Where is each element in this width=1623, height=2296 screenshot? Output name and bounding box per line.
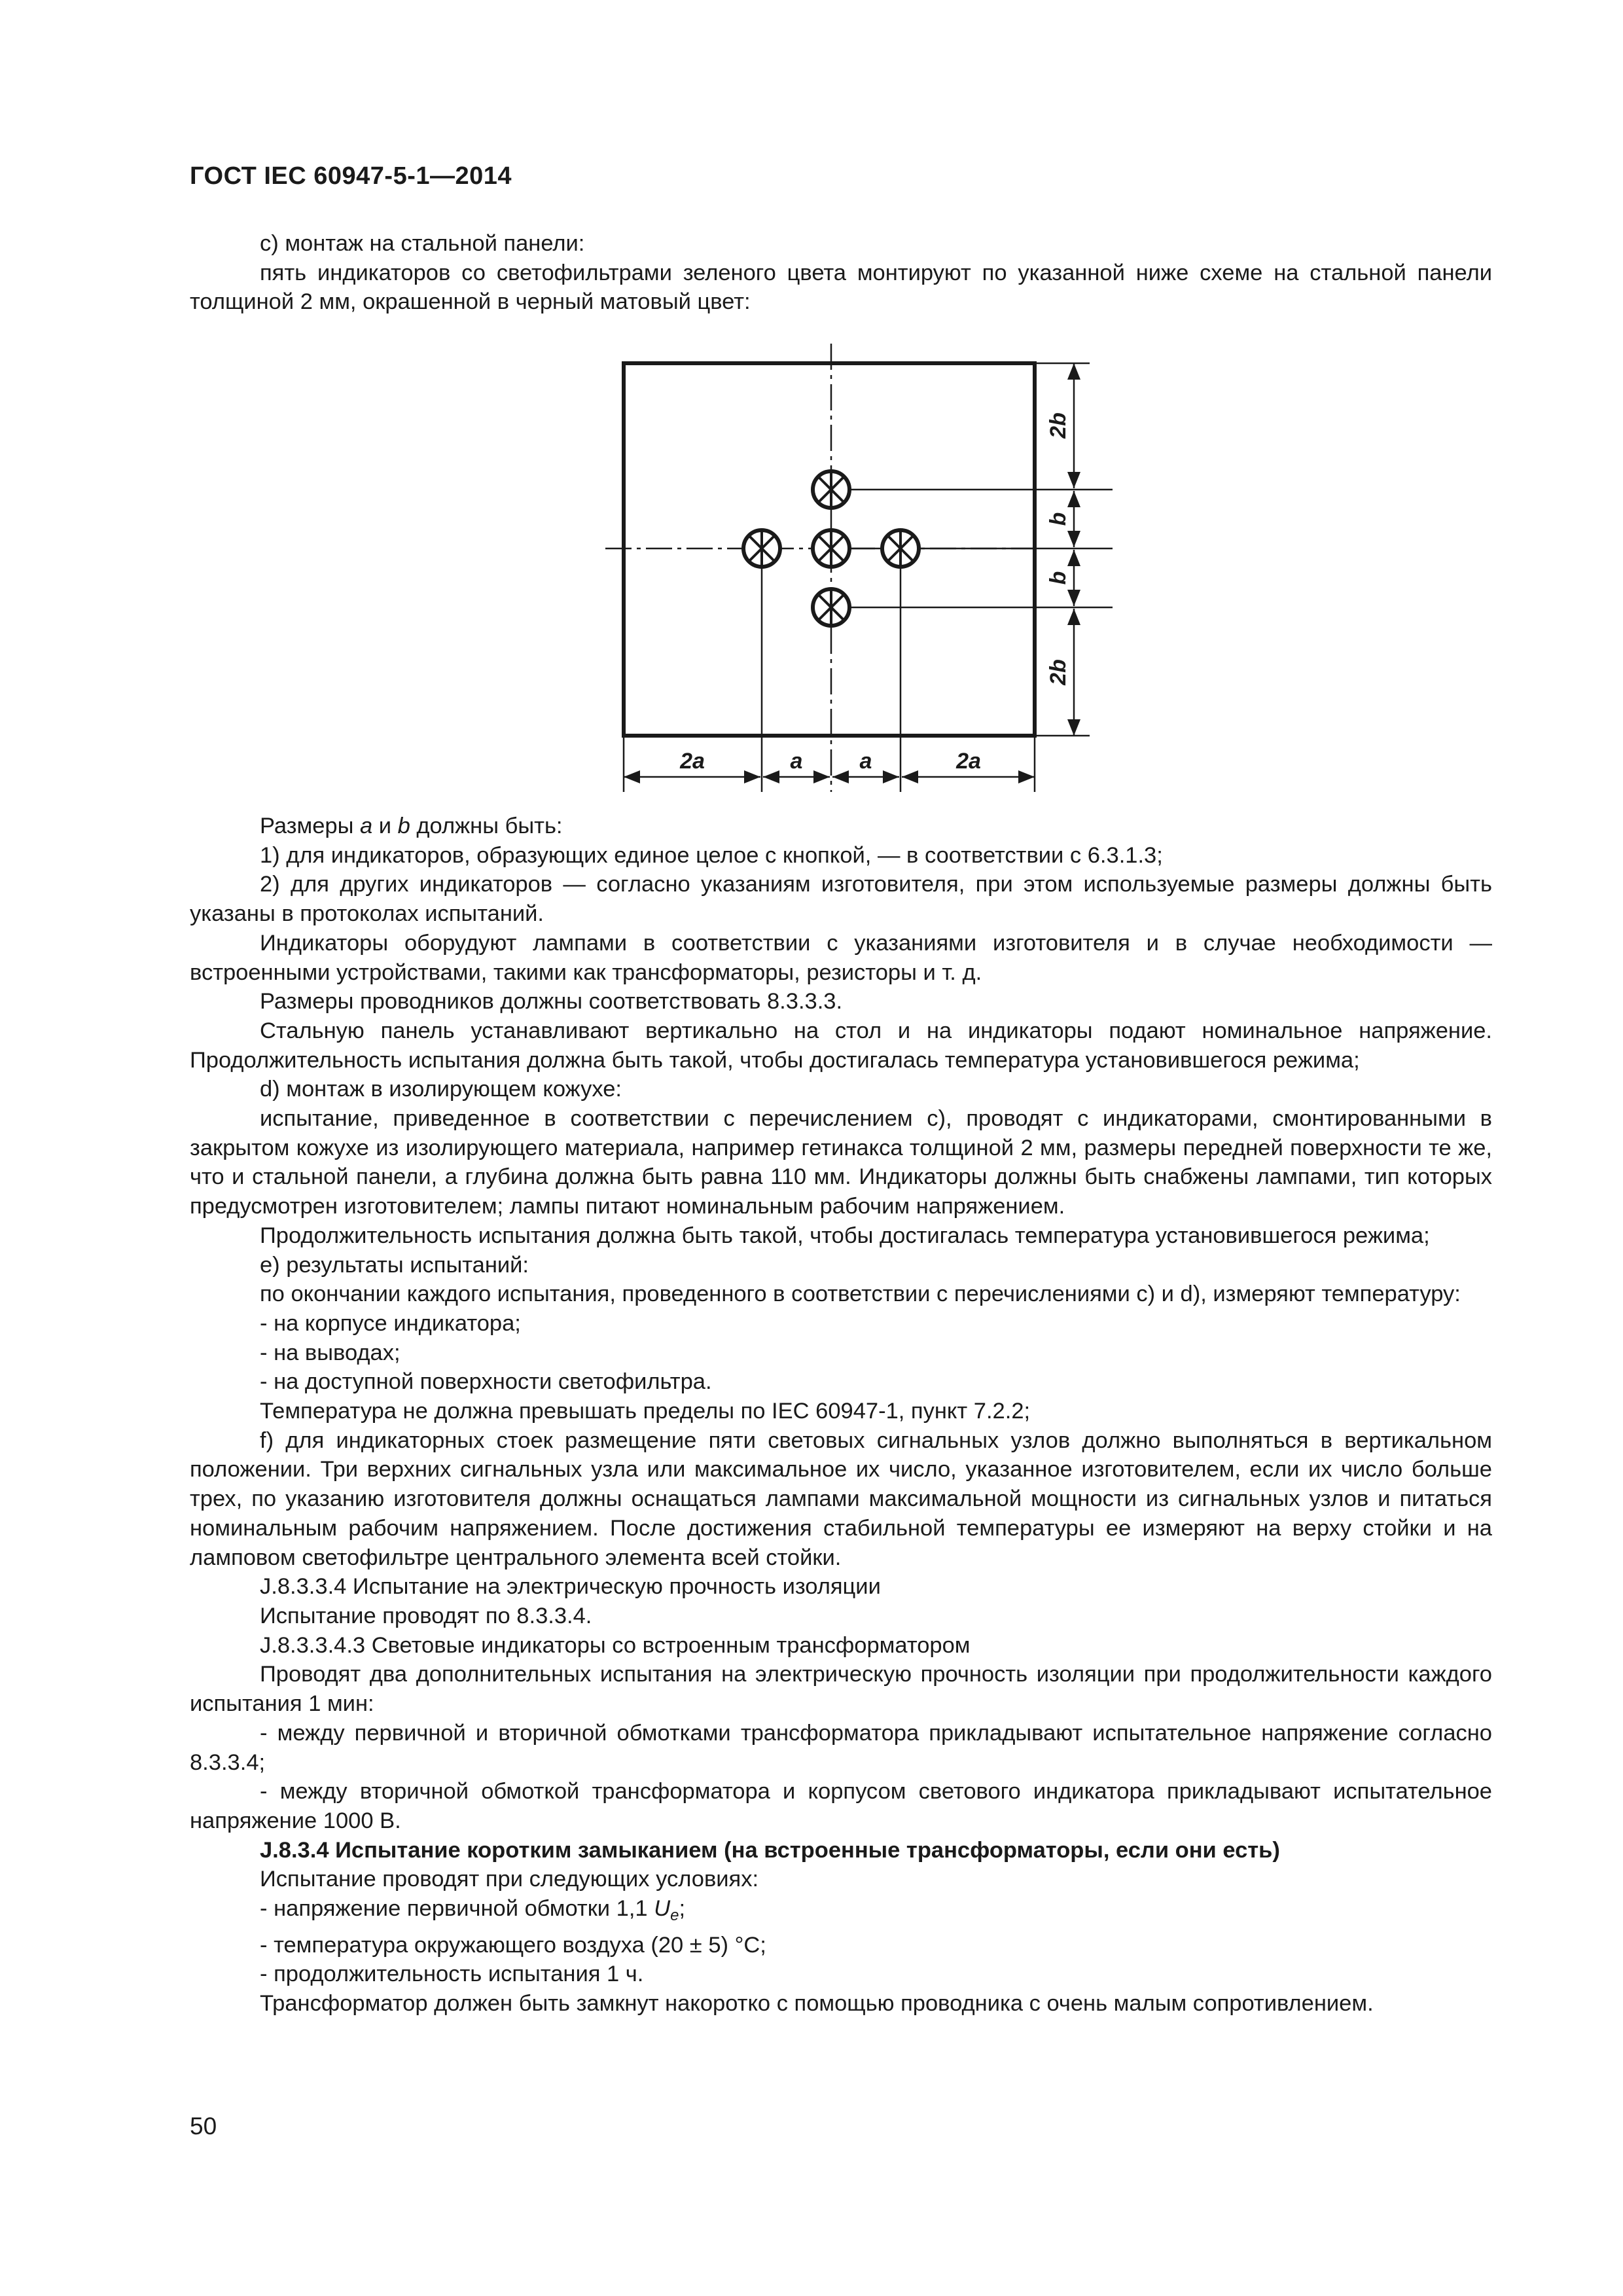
- list-item: 1) для индикаторов, образующих единое целое с кнопкой, — в соответствии с 6.3.1.3;: [260, 842, 1163, 868]
- document-header: ГОСТ IEC 60947-5-1—2014: [190, 162, 512, 190]
- paragraph: испытание, приведенное в соответствии с перечислением с), проводят с индикаторами, смонтированными в закрытом кожухе из изолирующего материала, например гетинакса толщиной 2 мм, размеры передней поверхности те же, что и стальной панели, а глубина должна быть равна 110 мм. Индикаторы должны быть снабжены лампами, тип которых предусмотрен изготовителем; лампы питают номинальным рабочим напряжением.: [190, 1106, 1492, 1219]
- indicator-layout-diagram: [589, 340, 1113, 798]
- item-c-text: пять индикаторов со светофильтрами зеленого цвета монтируют по указанной ниже схеме на стальной панели толщиной 2 мм, окрашенной в черный матовый цвет:: [190, 260, 1492, 315]
- list-item: - между первичной и вторичной обмотками трансформатора прикладывают испытательное напряжение согласно 8.3.3.4;: [190, 1720, 1492, 1775]
- list-item: - на выводах;: [260, 1340, 401, 1365]
- paragraph: Индикаторы оборудуют лампами в соответствии с указаниями изготовителя и в случае необходимости — встроенными устройствами, такими как трансформаторы, резисторы и т. д.: [190, 930, 1492, 985]
- list-item: - между вторичной обмоткой трансформатора и корпусом светового индикатора прикладывают испытательное напряжение 1000 В.: [190, 1779, 1492, 1833]
- dim-label-v-2: b: [1046, 512, 1071, 526]
- indicator-center-icon: [813, 530, 849, 567]
- section-heading: J.8.3.3.4.3 Световые индикаторы со встроенным трансформатором: [260, 1632, 971, 1658]
- paragraph: Температура не должна превышать пределы по IEC 60947-1, пункт 7.2.2;: [260, 1399, 1031, 1424]
- indicator-top-icon: [813, 471, 849, 508]
- list-item: - напряжение первичной обмотки 1,1 $U_e$;: [260, 1896, 686, 1925]
- dim-label-h-1: 2a: [680, 749, 705, 774]
- dim-label-h-2: a: [790, 749, 803, 774]
- paragraph: Продолжительность испытания должна быть такой, чтобы достигалась температура установившегося режима;: [260, 1223, 1430, 1248]
- item-c-title: c) монтаж на стальной панели:: [260, 231, 585, 256]
- indicator-right-icon: [882, 530, 919, 567]
- dim-label-v-4: 2b: [1046, 659, 1071, 685]
- list-item: - на доступной поверхности светофильтра.: [260, 1369, 712, 1395]
- paragraph: Размеры проводников должны соответствовать 8.3.3.3.: [260, 989, 843, 1014]
- paragraph: по окончании каждого испытания, проведенного в соответствии с перечислениями c) и d), измеряют температуру:: [260, 1282, 1461, 1307]
- paragraph: Испытание проводят при следующих условиях:: [260, 1867, 759, 1892]
- indicator-bottom-icon: [813, 589, 849, 626]
- list-item: - продолжительность испытания 1 ч.: [260, 1962, 644, 1987]
- list-item: f) для индикаторных стоек размещение пяти световых сигнальных узлов должно выполняться в вертикальном положении. Три верхних сигнальных узла или максимальное их число, указанное изготовителем, если их число больше трех, по указанию изготовителя должны оснащаться лампами максимальной мощности из сигнальных узлов и питаться номинальным рабочим напряжением. После достижения стабильной температуры ее измеряют на верху стойки и на ламповом светофильтре центрального элемента всей стойки.: [190, 1427, 1492, 1570]
- indicator-left-icon: [743, 530, 780, 567]
- dim-label-h-3: a: [859, 749, 872, 774]
- sizes-line: Размеры a и b должны быть:: [260, 814, 563, 838]
- paragraph: Трансформатор должен быть замкнут накоротко с помощью проводника с очень малым сопротивлением.: [260, 1991, 1374, 2017]
- page-number: 50: [190, 2113, 217, 2140]
- list-item: 2) для других индикаторов — согласно указаниям изготовителя, при этом используемые размеры должны быть указаны в протоколах испытаний.: [190, 872, 1492, 927]
- paragraph: Испытание проводят по 8.3.3.4.: [260, 1603, 592, 1628]
- paragraph: Проводят два дополнительных испытания на электрическую прочность изоляции при продолжительности каждого испытания 1 мин:: [190, 1662, 1492, 1717]
- list-item: - на корпусе индикатора;: [260, 1310, 521, 1336]
- section-heading: J.8.3.3.4 Испытание на электрическую прочность изоляции: [260, 1574, 881, 1600]
- dim-label-h-4: 2a: [956, 749, 981, 774]
- intro-block: [190, 229, 1492, 317]
- list-item: e) результаты испытаний:: [260, 1252, 529, 1278]
- section-heading-bold: J.8.3.4 Испытание коротким замыканием (на встроенные трансформаторы, если они есть): [260, 1837, 1280, 1863]
- list-item: d) монтаж в изолирующем кожухе:: [260, 1077, 622, 1102]
- dim-label-v-1: 2b: [1046, 412, 1071, 439]
- list-item: - температура окружающего воздуха (20 ± 5) °С;: [260, 1932, 766, 1958]
- dim-label-v-3: b: [1046, 571, 1071, 585]
- paragraph: Стальную панель устанавливают вертикально на стол и на индикаторы подают номинальное напряжение. Продолжительность испытания должна быть такой, чтобы достигалась температура установившегося режима;: [190, 1018, 1492, 1073]
- body-text: [190, 812, 1492, 2018]
